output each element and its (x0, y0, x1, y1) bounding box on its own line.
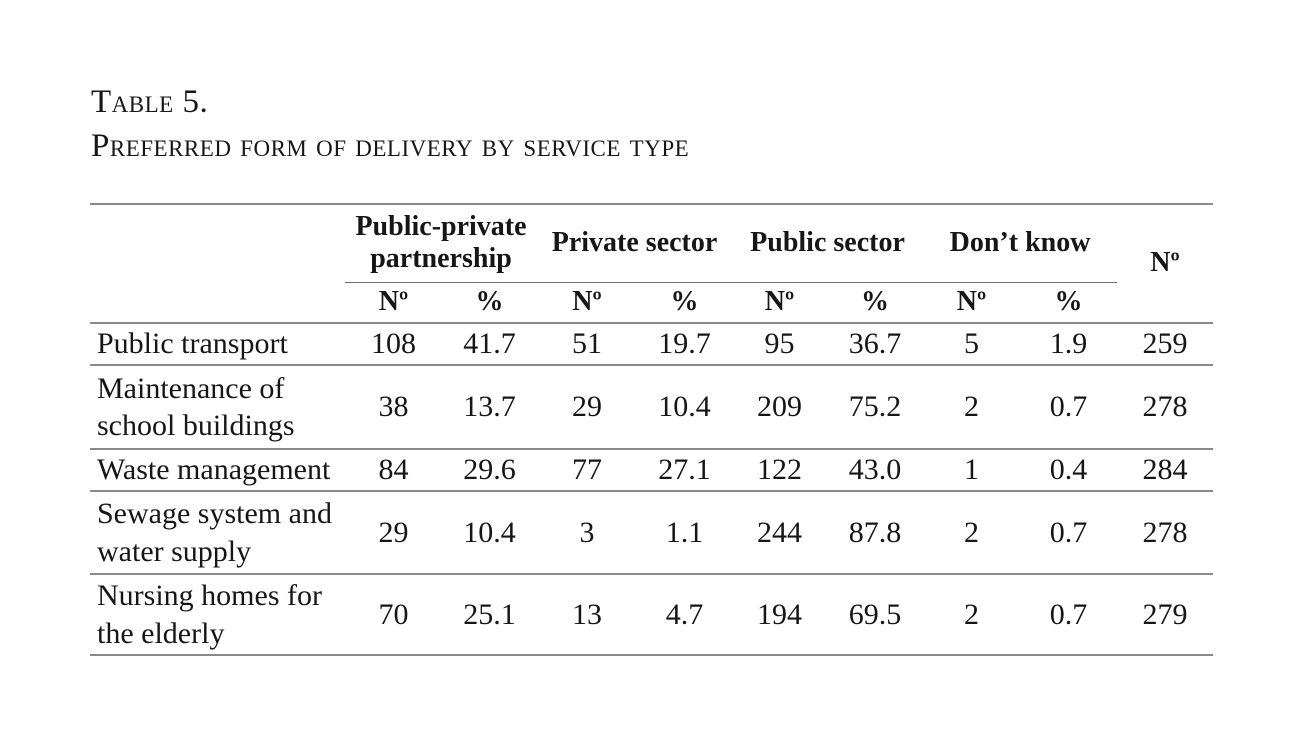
table-cell: 1.1 (665, 515, 704, 549)
table-cell: 4.7 (665, 597, 704, 631)
header-group-ppp: Public-private partnership (345, 204, 537, 282)
table-cell: 75.2 (848, 390, 902, 423)
table-cell: 278 (1142, 390, 1188, 423)
header-group-public: Public sector (732, 204, 923, 282)
table-cell: 19.7 (658, 327, 711, 360)
table-body (90, 323, 1213, 655)
table-cell: 284 (1142, 453, 1188, 486)
table-row (90, 491, 1213, 574)
table-cell: 2 (964, 597, 980, 631)
table-cell: 2 (964, 390, 980, 423)
table-cell: 77 (572, 453, 603, 486)
table-cell: 36.7 (848, 327, 902, 360)
table-cell: 41.7 (463, 327, 516, 360)
table-cell: 1.9 (1049, 327, 1088, 360)
table-cell: 51 (572, 327, 603, 360)
table-cell: 0.4 (1049, 453, 1088, 486)
subheader-private-n: Nº (537, 282, 637, 323)
table-cell: 38 (378, 390, 409, 423)
table-cell: 0.7 (1049, 390, 1088, 423)
header-group-dont-know: Don’t know (923, 204, 1117, 282)
table-cell: 0.7 (1049, 597, 1088, 631)
table-cell: 43.0 (848, 453, 902, 486)
table-cell: 279 (1142, 597, 1188, 631)
table-cell: 108 (371, 327, 416, 360)
table-cell: 244 (757, 515, 803, 549)
header-service-cell (90, 204, 345, 323)
table-cell: 122 (757, 453, 803, 486)
subheader-public-n: Nº (732, 282, 827, 323)
row-label: Public transport (97, 327, 288, 361)
table-cell: 1 (964, 453, 980, 486)
table-cell: 13.7 (463, 390, 516, 423)
table-cell: 95 (764, 327, 795, 360)
table-cell: 25.1 (463, 597, 516, 631)
table-cell: 2 (964, 515, 980, 549)
row-label: Sewage system and water supply (97, 497, 332, 568)
table-cell: 3 (579, 515, 595, 549)
table-cell: 278 (1142, 515, 1188, 549)
row-label: Maintenance of school buildings (97, 371, 295, 442)
row-label: Nursing homes for the elderly (97, 579, 322, 650)
table-cell: 10.4 (463, 515, 516, 549)
subheader-private-pct: % (637, 282, 732, 323)
table-subtitle: Preferred form of delivery by service type (91, 128, 690, 164)
table-cell: 0.7 (1049, 515, 1088, 549)
header-total-n: Nº (1117, 204, 1213, 323)
subheader-ppp-n: Nº (345, 282, 442, 323)
preferred-delivery-table (90, 203, 1213, 656)
table-number-title: Table 5. (91, 84, 209, 120)
table-cell: 259 (1142, 327, 1188, 360)
subheader-dk-pct: % (1020, 282, 1117, 323)
table-cell: 5 (964, 327, 980, 360)
table-cell: 29 (572, 390, 603, 423)
table-cell: 27.1 (658, 453, 711, 486)
subheader-ppp-pct: % (442, 282, 537, 323)
subheader-dk-n: Nº (923, 282, 1020, 323)
table-cell: 194 (757, 597, 803, 631)
table-cell: 29 (378, 515, 409, 549)
subheader-public-pct: % (827, 282, 923, 323)
table-cell: 10.4 (658, 390, 711, 423)
table-cell: 87.8 (848, 515, 902, 549)
table-row (90, 449, 1213, 491)
table-cell: 13 (572, 597, 603, 631)
table-cell: 29.6 (463, 453, 516, 486)
table-header (90, 204, 1213, 323)
header-group-row (90, 204, 1213, 282)
table-caption (91, 80, 689, 168)
table-cell: 70 (378, 597, 409, 631)
table-cell: 209 (757, 390, 803, 423)
table-row (90, 574, 1213, 655)
header-group-private: Private sector (537, 204, 732, 282)
table-cell: 69.5 (848, 597, 902, 631)
table-row (90, 365, 1213, 449)
table-cell: 84 (378, 453, 409, 486)
table-row (90, 323, 1213, 365)
row-label: Waste management (97, 453, 331, 487)
